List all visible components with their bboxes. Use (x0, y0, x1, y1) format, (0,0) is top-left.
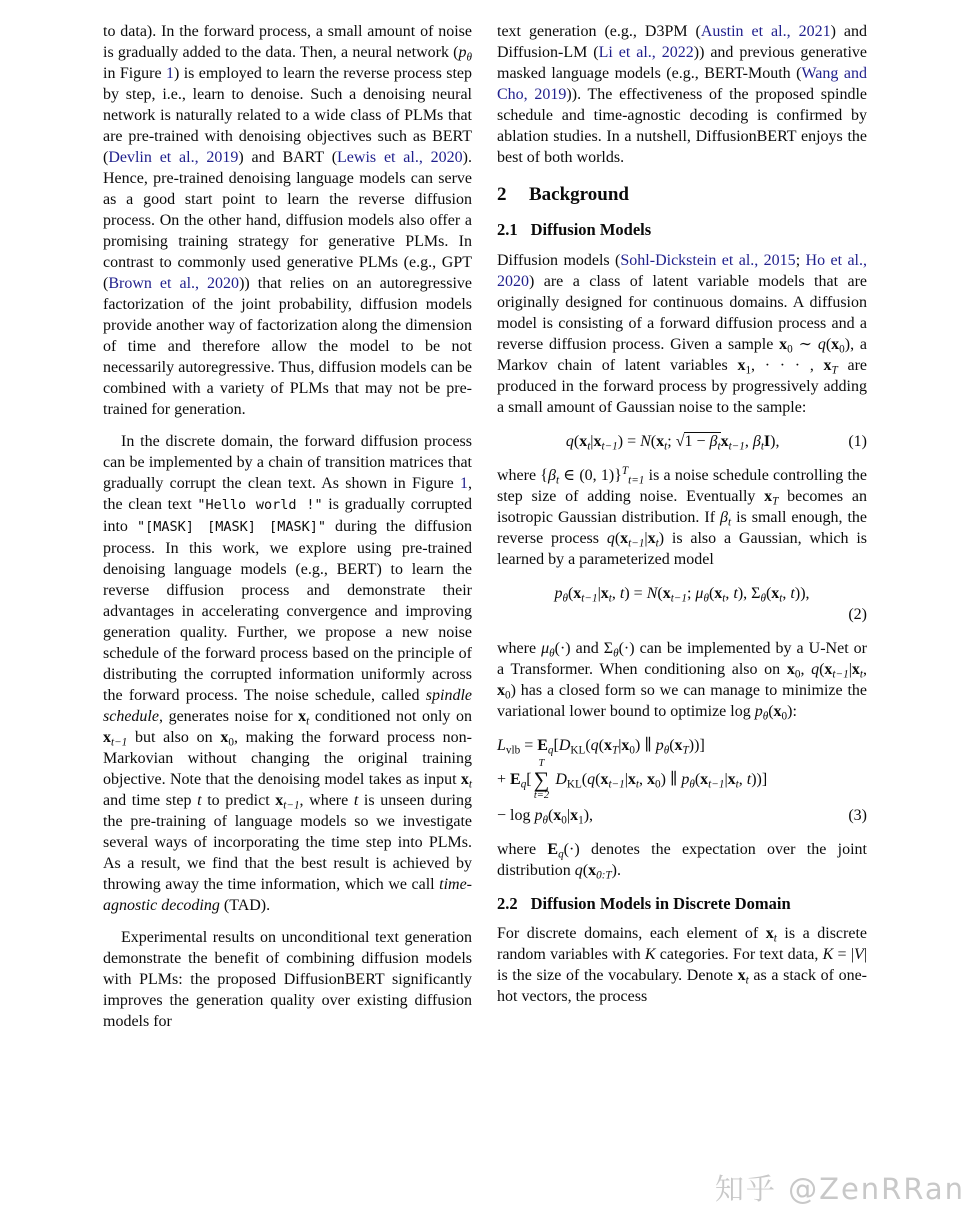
text-run: are produced in the forward process by progressively adding a small amount of Gaussian noise to the sample: (497, 356, 867, 416)
text-run: θ (562, 591, 568, 604)
text-run: t (859, 667, 863, 680)
text-run: t−1 (111, 736, 128, 749)
text-run: t (745, 974, 749, 987)
sum-limit: T (538, 757, 545, 769)
text-run: 0 (629, 743, 635, 756)
text-run: t=1 (628, 473, 645, 486)
text-run: D (555, 770, 567, 788)
equation-body-line3 (497, 805, 867, 826)
text-run: vlb (505, 743, 521, 756)
text-run: q (547, 743, 554, 756)
text-run: text generation (e.g., D3PM ( (497, 23, 701, 40)
text-run: q (574, 861, 583, 879)
text-run: x (600, 584, 609, 602)
text-run: θ (760, 591, 766, 604)
text-run: 1 (578, 813, 584, 826)
equation-body-line2 (497, 759, 867, 802)
text-run: x (773, 702, 782, 720)
text-run: is unseen during the pre-training of language models so we investigate several ways of incorporating the time step into PLMs. As a result, we find that the best result is achieved by throwing away the time information, which we call (103, 792, 473, 893)
text-run: | (597, 584, 601, 602)
text-run: x (627, 770, 636, 788)
text-run: t (468, 778, 472, 791)
equation-2 (497, 583, 867, 625)
text-run: θ (689, 778, 695, 791)
text-run: , (738, 770, 747, 788)
text-run: ) is also a Gaussian, which is learned by a parameterized model (497, 529, 867, 568)
text-run: t (773, 932, 777, 945)
text-run: x (824, 660, 833, 678)
citation-link[interactable]: Lewis et al., 2020 (337, 149, 463, 166)
text-run: L (497, 736, 506, 754)
text-run: x (764, 487, 773, 505)
text-run: ( (765, 584, 772, 602)
text-run: , (725, 584, 734, 602)
text-run: q (558, 847, 564, 860)
text-run: t (306, 715, 310, 728)
text-run: t−1 (601, 439, 618, 452)
text-run: x (765, 925, 774, 943)
text-run: is small enough, the reverse process (497, 508, 867, 547)
text-run: )). The effectiveness of the proposed spindle schedule and time-agnostic decoding is confirmed by ablation studies. In a nutshell, DiffusionBERT enjoys the best of both worlds. (497, 86, 867, 166)
text-run: 0:T (596, 868, 612, 881)
text-run: ( (819, 660, 825, 678)
text-run: (·) and Σ (554, 639, 614, 657)
text-run: becomes an isotropic Gaussian distribution. If (497, 487, 868, 526)
citation-link[interactable]: Sohl-Dickstein et al., 2015 (620, 251, 796, 269)
text-run: 0 (787, 342, 793, 355)
text-run: T (611, 743, 619, 756)
text-run: , · · · , (751, 356, 824, 374)
text-run: ), a Markov chain of latent variables (497, 335, 867, 374)
text-run: t (555, 473, 560, 486)
text-run: ), (770, 432, 780, 450)
subsection-heading-discrete-domain (497, 894, 867, 914)
text-run: x (851, 660, 860, 678)
text-run: ), Σ (737, 584, 761, 602)
section-title: Background (529, 184, 629, 205)
text-run: t−1 (728, 439, 745, 452)
text-run: β (709, 432, 718, 450)
text-run: T (831, 363, 838, 376)
text-run: , (611, 584, 620, 602)
paragraph (497, 638, 867, 722)
text-run: 1 − (684, 432, 710, 450)
text-run: , making the forward process non-Markovian without changing the original training objective. Note that the denoising model takes as input (103, 729, 472, 788)
paragraph (103, 927, 472, 1032)
text-run: categories. For text data, (655, 946, 823, 964)
text-run: ; (686, 584, 696, 602)
text-run: )) and previous generative masked language models (e.g., BERT-Mouth ( (497, 44, 868, 82)
text-run: ), (583, 806, 594, 824)
text-run: β (752, 432, 761, 450)
citation-link[interactable]: Li et al., 2022 (598, 44, 694, 61)
text-run: t−1 (608, 778, 625, 791)
text-run: t (717, 439, 721, 452)
text-run: μ (695, 584, 704, 602)
equation-1 (497, 431, 867, 452)
text-run: q (587, 770, 596, 788)
text-run: ( (598, 736, 604, 754)
text-run: + (497, 770, 511, 788)
text-run: during the diffusion process. In this work, we explore using pre-trained denoising language models (e.g., BERT) to learn the reverse diffusion process and demonstrate their advantages in accelerating convergence and improving generation quality. Further, we propose a new noise schedule of the forward process based on the principle of distributing the corrupted information uniformly across the forward process. The noise schedule, called (103, 518, 473, 704)
text-run: , (863, 660, 867, 678)
text-run: Diffusion models ( (497, 251, 621, 269)
text-run: q (520, 778, 527, 791)
text-run: t (735, 778, 739, 791)
citation-link[interactable]: Devlin et al., 2019 (108, 149, 239, 166)
text-run: x (588, 861, 597, 879)
text-run: ( (694, 770, 701, 788)
text-run: 1 (745, 363, 752, 376)
text-run: K (644, 946, 656, 964)
section-number: 2 (497, 184, 507, 205)
text-run: ) is employed to learn the reverse process step by step, i.e., learn to denoise. Such a denoising neural network is naturally related to a wide class of PLMs that are pre-trained with denoising objectives such as BERT ( (103, 65, 473, 166)
text-run: √ (675, 432, 685, 450)
text-run: x (779, 335, 788, 353)
text-run: t (655, 536, 659, 549)
equation-number: (1) (848, 432, 867, 450)
text-run: p (534, 806, 543, 824)
text-run: conditioned not only on (309, 708, 472, 725)
text-run: x (553, 806, 562, 824)
equation-body (497, 431, 848, 452)
text-run: p (655, 736, 664, 754)
sum-limit: t=2 (533, 790, 550, 802)
text-run: K (822, 946, 834, 964)
text-run: t (727, 515, 732, 528)
watermark: 知乎 @ZenRRan (714, 1172, 965, 1206)
text-run: x (727, 770, 736, 788)
text-run: "Hello world !" (197, 497, 323, 513)
text-run: to predict (201, 792, 276, 809)
text-run: ) ∥ (635, 736, 656, 754)
text-run: x (103, 729, 111, 746)
text-run: ( (650, 432, 657, 450)
paragraph (497, 21, 867, 168)
text-run: but also on (127, 729, 221, 746)
text-run: where (497, 840, 548, 858)
text-run: ) ∥ (660, 770, 682, 788)
text-run: ( (567, 584, 574, 602)
citation-link[interactable]: 1 (165, 65, 174, 82)
text-run: ) = (617, 432, 641, 450)
text-run: x (621, 736, 630, 754)
equation-number: (2) (848, 605, 867, 623)
paragraph (497, 465, 867, 570)
text-run: t (664, 439, 668, 452)
text-run: x (737, 356, 746, 374)
text-run: θ (613, 646, 619, 659)
text-run: 0 (839, 342, 845, 355)
text-run: T (772, 494, 779, 507)
text-run: | (618, 736, 622, 754)
text-run: ( (585, 736, 591, 754)
subsection-heading-diffusion-models (497, 220, 867, 240)
text-run: β (547, 466, 556, 484)
text-run: is a discrete random variables with (497, 925, 867, 964)
text-run: θ (663, 743, 670, 756)
text-run: | is the size of the vocabulary. Denote (497, 946, 868, 985)
text-run: t−1 (581, 591, 598, 604)
text-run: I (763, 432, 771, 450)
text-run: E (537, 736, 548, 754)
text-run: | (566, 806, 571, 824)
text-run: ))] (688, 736, 705, 754)
paragraph (103, 431, 472, 916)
text-run: ). Hence, pre-trained denoising language models can serve as a good start point to learn the reverse diffusion process. On the other hand, diffusion models also offer a promising training strategy for generative PLMs. In contrast to commonly used generative PLMs (e.g., GPT ( (103, 149, 472, 292)
citation-link[interactable]: 1 (460, 475, 468, 492)
text-run: x (720, 432, 729, 450)
text-run: is a noise schedule controlling the step size of adding noise. Eventually (497, 466, 867, 505)
text-run: x (656, 432, 665, 450)
text-run: , (782, 584, 791, 602)
text-run: θ (762, 709, 769, 722)
text-run: t (353, 792, 359, 809)
equation-body-line1 (497, 735, 867, 756)
text-run: t (790, 584, 795, 602)
text-run: , (639, 770, 648, 788)
text-run: N (640, 432, 651, 450)
text-run: , (800, 660, 812, 678)
text-run: , where (299, 792, 354, 809)
text-run: p (458, 44, 467, 61)
text-run: t (587, 439, 591, 452)
text-run (534, 759, 550, 802)
text-run: x (600, 770, 609, 788)
text-run: E (547, 840, 559, 858)
text-run: x (700, 770, 709, 788)
text-run: KL (566, 778, 582, 791)
text-run: x (662, 584, 671, 602)
text-run: )), (794, 584, 810, 602)
text-run: where (497, 639, 542, 657)
equation-body (497, 805, 593, 826)
text-run: = | (833, 946, 855, 964)
text-run: q (811, 660, 820, 678)
text-run: ( (768, 702, 774, 720)
text-run: ) and BART ( (238, 149, 338, 166)
sum-limit: ∑ (533, 767, 550, 793)
text-run: t−1 (283, 799, 300, 812)
text-run: V (854, 946, 864, 964)
text-run: x (823, 356, 832, 374)
text-run: where { (497, 466, 548, 484)
text-run: x (674, 736, 683, 754)
text-run: x (298, 708, 307, 725)
text-run: t (197, 792, 202, 809)
text-run: x (647, 529, 656, 547)
text-run: t (733, 584, 738, 602)
text-run: t (746, 770, 752, 788)
text-run: ( (573, 432, 580, 450)
paragraph (497, 923, 867, 1007)
text-run: ) = (624, 584, 647, 602)
equation-3 (497, 735, 867, 826)
text-run: x (647, 770, 656, 788)
text-run: θ (542, 813, 548, 826)
text-run: ∼ (792, 335, 818, 353)
text-run: Experimental results on unconditional text generation demonstrate the benefit of combining diffusion models with PLMs: the proposed DiffusionBERT significantly improves the generation quality over existing diffusion models for (103, 929, 472, 1030)
text-run: ( (547, 806, 554, 824)
citation-link[interactable]: Ho et al., 2020 (497, 251, 867, 290)
text-run: ( (614, 529, 621, 547)
text-run: ) and Diffusion-LM ( (497, 23, 868, 61)
text-run: , the clean text (103, 475, 472, 513)
subsection-number: 2.1 (497, 219, 518, 239)
text-run: N (646, 584, 658, 602)
text-run: time-agnostic decoding (103, 876, 472, 914)
text-run: (TAD). (219, 897, 271, 914)
text-run: μ (541, 639, 550, 657)
text-run: T (621, 464, 629, 477)
subsection-title: Diffusion Models in Discrete Domain (530, 893, 791, 913)
text-run: 0 (794, 667, 801, 680)
text-run (684, 432, 720, 450)
text-run: x (275, 792, 284, 809)
text-run: t−1 (708, 778, 725, 791)
text-run: x (786, 660, 795, 678)
text-run: (·) denotes the expectation over the joint distribution (497, 840, 867, 879)
text-run: E (510, 770, 521, 788)
text-run: q (606, 529, 615, 547)
text-run: β (720, 508, 728, 526)
right-column (497, 21, 867, 1007)
text-run: | (848, 660, 852, 678)
text-run: = (520, 736, 538, 754)
left-column (103, 21, 472, 1032)
text-run: In the discrete domain, the forward diffusion process can be implemented by a chain of transition matrices that gradually corrupt the clean text. As shown in Figure (103, 433, 472, 492)
text-run: t−1 (670, 591, 687, 604)
text-run: ) are a class of latent variable models that are originally designed for continuous domains. A diffusion model is consisting of a forward diffusion process and a reverse diffusion process. Given a sample (497, 272, 867, 353)
text-run: ( (595, 770, 601, 788)
text-run: p (681, 770, 690, 788)
text-run: (·) can be implemented by a U-Net or a Transformer. When conditioning also on (497, 639, 867, 678)
subsection-number: 2.2 (497, 893, 518, 913)
text-run: x (579, 432, 588, 450)
text-run: , generates noise for (158, 708, 299, 725)
text-run: t (779, 591, 783, 604)
text-run: x (220, 729, 229, 746)
text-run: )) that relies on an autoregressive factorization of the joint probability, diffusion models provide another way of factorization along the dimension of time and therefore allow the model to be not necessarily autoregressive. Thus, diffusion models can be combined with a variety of PLMs that may not be pre-trained for generation. (103, 275, 472, 418)
equation-body (497, 583, 867, 604)
text-run: 0 (505, 688, 511, 701)
text-run: θ (466, 51, 472, 64)
text-run: t (635, 778, 640, 791)
subsection-title: Diffusion Models (530, 219, 652, 239)
text-run: ; (667, 432, 676, 450)
text-run: t−1 (628, 536, 645, 549)
citation-link[interactable]: Brown et al., 2020 (108, 275, 240, 292)
text-run: T (682, 743, 689, 756)
text-run: q (565, 432, 574, 450)
text-run: ). (611, 861, 621, 879)
text-run: 0 (561, 813, 567, 826)
text-run: ( (582, 861, 589, 879)
text-run: x (737, 967, 746, 985)
text-run: ( (581, 770, 588, 788)
text-run: ( (708, 584, 715, 602)
text-run: x (771, 584, 780, 602)
text-run: , (744, 432, 753, 450)
text-run: p (754, 702, 763, 720)
text-run: ( (669, 736, 675, 754)
text-run: x (460, 771, 469, 788)
text-run: t (722, 591, 726, 604)
text-run: ): (787, 702, 797, 720)
text-run: ∈ (0, 1)} (559, 466, 622, 484)
text-run: θ (549, 646, 555, 659)
text-run: | (724, 770, 728, 788)
text-run: [ (526, 770, 532, 788)
text-run: D (558, 736, 571, 754)
text-run: x (593, 432, 602, 450)
text-run: x (620, 529, 629, 547)
text-run: t (608, 591, 612, 604)
text-run: q (817, 335, 826, 353)
text-run: ) has a closed form so we can manage to minimize the variational lower bound to optimize log (497, 681, 867, 720)
text-run: t−1 (832, 667, 849, 680)
text-run: | (590, 432, 594, 450)
text-run: t (619, 584, 625, 602)
paragraph (497, 250, 867, 418)
text-run: t (760, 439, 764, 452)
text-run: | (624, 770, 628, 788)
text-run: x (570, 806, 579, 824)
text-run: as a stack of one-hot vectors, the process (497, 967, 867, 1006)
paragraph (497, 839, 867, 881)
text-run: ; (795, 251, 806, 269)
text-run: − log (497, 806, 535, 824)
text-run: x (497, 681, 505, 699)
text-run: 0 (655, 778, 661, 791)
text-run: p (554, 584, 563, 602)
citation-link[interactable]: Wang and Cho, 2019 (497, 65, 867, 103)
text-run: x (573, 584, 582, 602)
text-run: x (603, 736, 612, 754)
text-run: q (590, 736, 599, 754)
text-run: spindle schedule (103, 687, 472, 725)
citation-link[interactable]: Austin et al., 2021 (700, 23, 831, 40)
text-run: For discrete domains, each element of (497, 925, 766, 943)
text-run: θ (703, 591, 709, 604)
equation-number: (3) (848, 806, 867, 824)
text-run: ( (657, 584, 663, 602)
text-run: KL (570, 743, 586, 756)
text-run: [ (553, 736, 559, 754)
text-run: 0 (228, 736, 234, 749)
text-run: is gradually corrupted into (103, 496, 472, 535)
text-run: ( (825, 335, 832, 353)
text-run: | (644, 529, 648, 547)
text-run: x (714, 584, 723, 602)
text-run: 0 (781, 709, 788, 722)
section-heading-background (497, 184, 867, 207)
text-run: x (831, 335, 840, 353)
text-run: to data). In the forward process, a small amount of noise is gradually added to the data. Then, a neural network ( (103, 23, 472, 61)
text-run: ))] (751, 770, 768, 788)
paragraph (103, 21, 472, 420)
text-run: and time step (103, 792, 198, 809)
text-run: "[MASK] [MASK] [MASK]" (136, 519, 326, 535)
text-run: in Figure (103, 65, 166, 82)
